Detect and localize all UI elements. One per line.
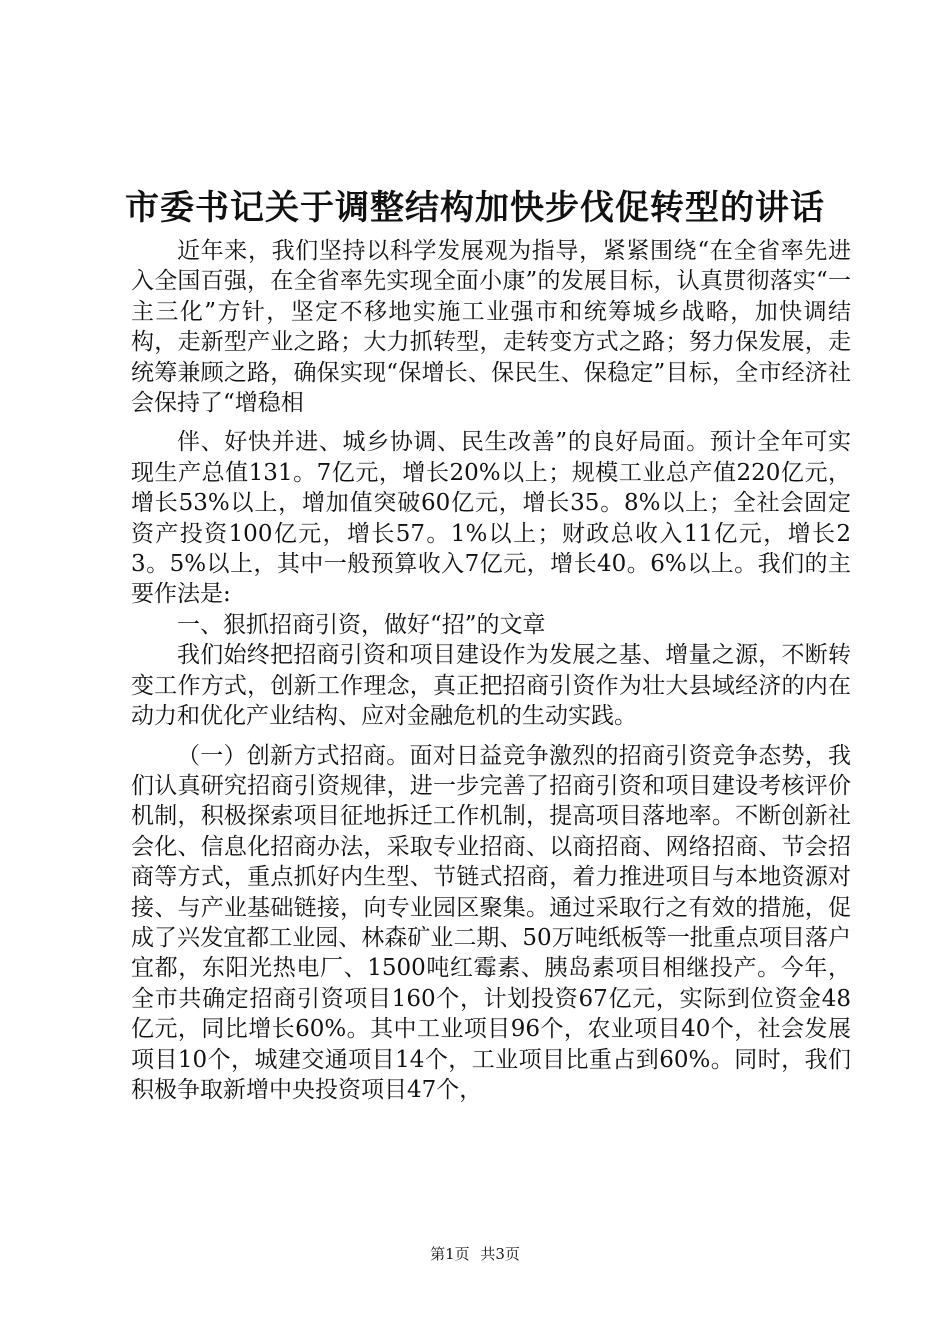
paragraph-investment-overview: 我们始终把招商引资和项目建设作为发展之基、增量之源，不断转变工作方式，创新工作理念，真正把招商引资作为壮大县域经济的内在动力和优化产业结构、应对金融危机的生动实践。 — [131, 642, 851, 730]
page-number: 第1页 — [430, 1245, 470, 1263]
paragraph-intro: 近年来，我们坚持以科学发展观为指导，紧紧围绕“在全省率先进入全国百强，在全省率先实现全面小康”的发展目标，认真贯彻落实“一主三化”方针，坚定不移地实施工业强市和统筹城乡战略，加快调结构，走新型产业之路；大力抓转型，走转变方式之路；努力保发展，走统筹兼顾之路，确保实现“保增长、保民生、保稳定”目标，全市经济社会保持了“增稳相 — [131, 238, 851, 417]
document-body — [131, 236, 851, 1105]
page-footer — [0, 1244, 950, 1264]
paragraph-innovative-investment: （一）创新方式招商。面对日益竞争激烈的招商引资竞争态势，我们认真研究招商引资规律，进一步完善了招商引资和项目建设考核评价机制，积极探索项目征地拆迁工作机制，提高项目落地率。不断创新社会化、信息化招商办法，采取专业招商、以商招商、网络招商、节会招商等方式，重点抓好内生型、节链式招商，着力推进项目与本地资源对接、与产业基础链接，向专业园区聚集。通过采取行之有效的措施，促成了兴发宜都工业园、林森矿业二期、50万吨纸板等一批重点项目落户宜都，东阳光热电厂、1500吨红霉素、胰岛素项目相继投产。今年，全市共确定招商引资项目160个，计划投资67亿元，实际到位资金48亿元，同比增长60%。其中工业项目96个，农业项目40个，社会发展项目10个，城建交通项目14个，工业项目比重占到60%。同时，我们积极争取新增中央投资项目47个， — [131, 742, 851, 1103]
paragraph-results: 伴、好快并进、城乡协调、民生改善”的良好局面。预计全年可实现生产总值131。7亿元，增长20%以上；规模工业总产值220亿元，增长53%以上，增加值突破60亿元，增长35。8%以上；全社会固定资产投资100亿元，增长57。1%以上；财政总收入11亿元，增长23。5%以上，其中一般预算收入7亿元，增长40。6%以上。我们的主要作法是: — [131, 429, 851, 608]
page-total: 共3页 — [480, 1245, 520, 1263]
section-heading-investment: 一、狠抓招商引资，做好“招”的文章 — [177, 611, 546, 638]
document-title: 市委书记关于调整结构加快步伐促转型的讲话 — [125, 188, 825, 228]
